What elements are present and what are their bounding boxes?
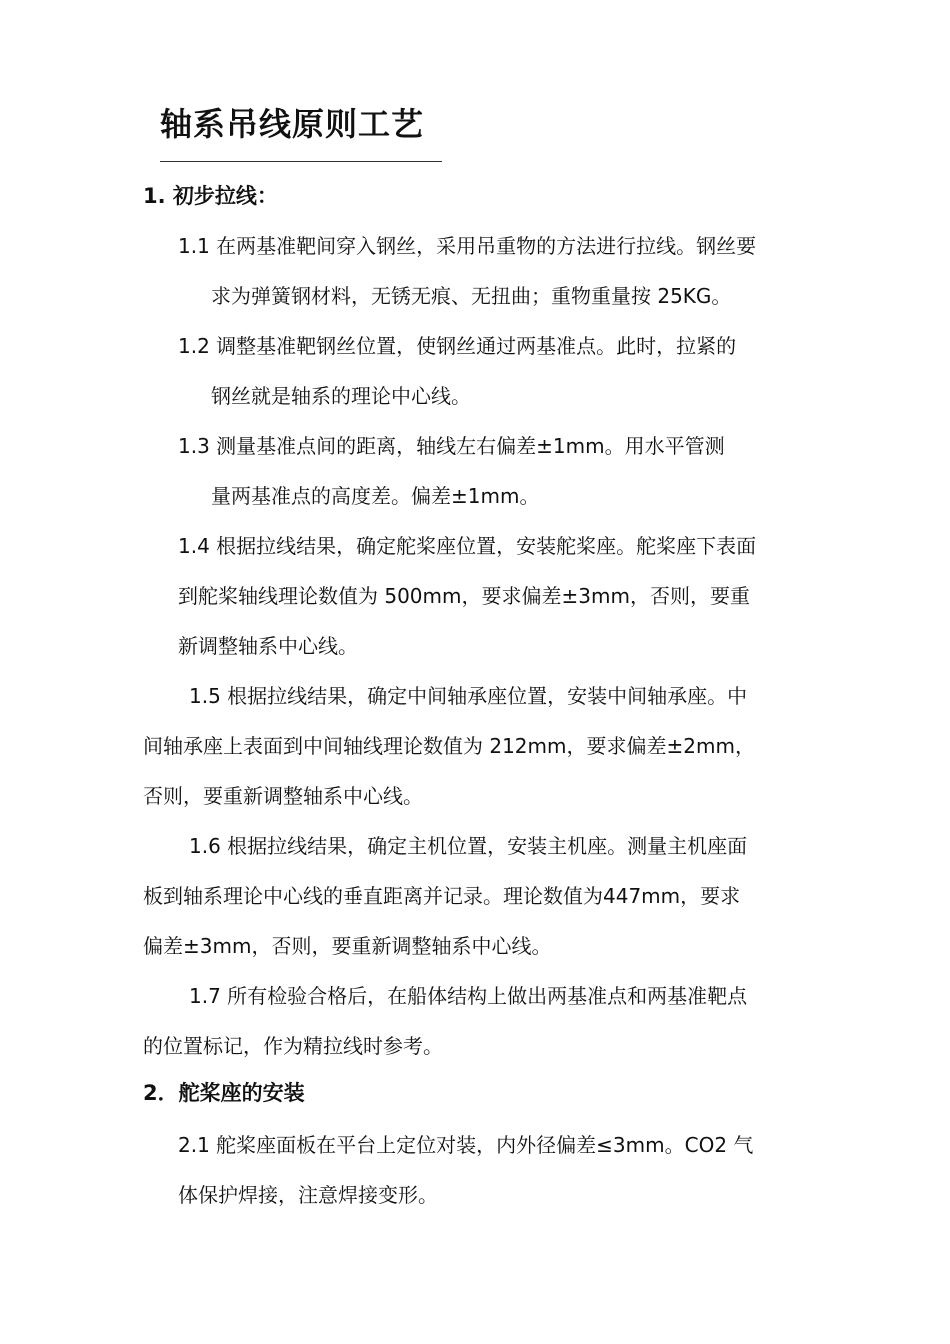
paragraph-1-7-line-1: 1.7 所有检验合格后，在船体结构上做出两基准点和两基准靶点 <box>189 984 748 1008</box>
paragraph-1-5-line-1: 1.5 根据拉线结果，确定中间轴承座位置，安装中间轴承座。中 <box>189 684 748 708</box>
paragraph-1-3-line-1: 1.3 测量基准点间的距离，轴线左右偏差±1mm。用水平管测 <box>178 434 725 458</box>
paragraph-1-4-line-1: 1.4 根据拉线结果，确定舵桨座位置，安装舵桨座。舵桨座下表面 <box>178 534 757 558</box>
paragraph-1-2-line-2: 钢丝就是轴系的理论中心线。 <box>211 384 471 408</box>
title-underline <box>160 161 442 162</box>
paragraph-1-6-line-3: 偏差±3mm，否则，要重新调整轴系中心线。 <box>143 934 552 958</box>
paragraph-1-4-line-3: 新调整轴系中心线。 <box>178 634 358 658</box>
paragraph-1-3-line-2: 量两基准点的高度差。偏差±1mm。 <box>211 484 540 508</box>
paragraph-1-4-line-2: 到舵桨轴线理论数值为 500mm，要求偏差±3mm，否则，要重 <box>178 584 750 608</box>
paragraph-2-1-line-1: 2.1 舵桨座面板在平台上定位对装，内外径偏差≤3mm。CO2 气 <box>178 1133 754 1157</box>
paragraph-2-1-line-2: 体保护焊接，注意焊接变形。 <box>178 1183 438 1207</box>
section-heading-2: 2．舵桨座的安装 <box>143 1081 305 1105</box>
paragraph-1-5-line-2: 间轴承座上表面到中间轴线理论数值为 212mm，要求偏差±2mm， <box>143 734 755 758</box>
paragraph-1-7-line-2: 的位置标记，作为精拉线时参考。 <box>143 1034 443 1058</box>
paragraph-1-6-line-1: 1.6 根据拉线结果，确定主机位置，安装主机座。测量主机座面 <box>189 834 748 858</box>
section-heading-1: 1. 初步拉线： <box>143 184 278 208</box>
paragraph-1-1-line-1: 1.1 在两基准靶间穿入钢丝，采用吊重物的方法进行拉线。钢丝要 <box>178 234 757 258</box>
paragraph-1-5-line-3: 否则，要重新调整轴系中心线。 <box>143 784 423 808</box>
document-title: 轴系吊线原则工艺 <box>160 105 425 143</box>
paragraph-1-1-line-2: 求为弹簧钢材料，无锈无痕、无扭曲；重物重量按 25KG。 <box>211 284 732 308</box>
paragraph-1-6-line-2: 板到轴系理论中心线的垂直距离并记录。理论数值为447mm，要求 <box>143 884 741 908</box>
paragraph-1-2-line-1: 1.2 调整基准靶钢丝位置，使钢丝通过两基准点。此时，拉紧的 <box>178 334 737 358</box>
